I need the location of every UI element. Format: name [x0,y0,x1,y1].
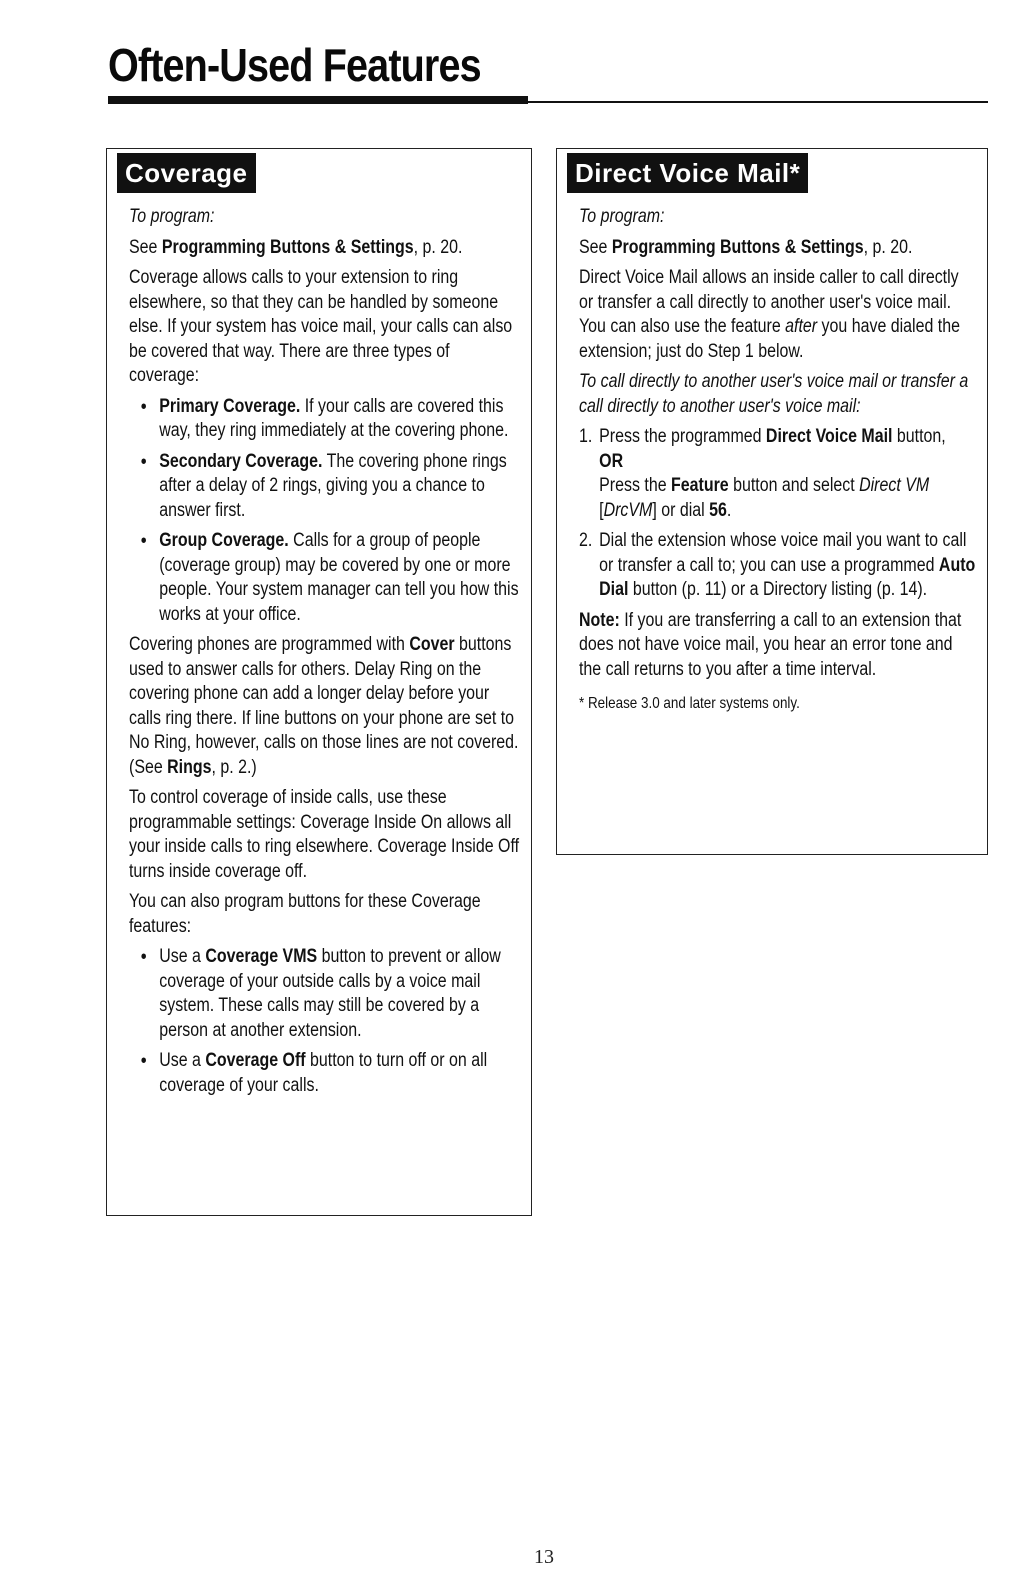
coverage-see-reference: See Programming Buttons & Settings, p. 20. [129,236,463,258]
page-number: 13 [534,1546,554,1568]
list-item: • Group Coverage. Calls for a group of people (coverage group) may be covered by one or more people. Your system manager can tell you how this works at your office. [159,529,521,627]
page-title: Often-Used Features [108,39,481,91]
dvm-to-program: To program: [579,206,665,227]
coverage-intro: Coverage allows calls to your extension to ring elsewhere, so that they can be handled by someone else. If your system has voice mail, your calls can also be covered that way. There are three types of coverage: [129,267,513,386]
coverage-buttons-list [129,945,521,1098]
list-item: • Primary Coverage. If your calls are covered this way, they ring immediately at the covering phone. [159,395,521,444]
step-number: 1. [579,426,593,447]
dvm-instruction: To call directly to another user's voice mail or transfer a call directly to another user's voice mail: [579,371,969,417]
direct-voice-mail-section [556,148,988,855]
dvm-intro: Direct Voice Mail allows an inside caller to call directly or transfer a call directly to another user's voice mail. You can also use the feature after you have dialed the extension; just do Step 1 below. [579,267,960,362]
or-label: OR [599,450,624,472]
also-program-paragraph: You can also program buttons for these Coverage features: [129,891,481,937]
title-rule-thin [108,101,988,103]
coverage-to-program: To program: [129,206,215,227]
coverage-heading: Coverage [117,153,256,193]
direct-voice-mail-body [579,205,977,723]
list-item: • Secondary Coverage. The covering phone rings after a delay of 2 rings, giving you a chance to answer first. [159,450,521,524]
coverage-section [106,148,532,1216]
coverage-body [129,205,521,1104]
list-item: • Use a Coverage Off button to turn off or on all coverage of your calls. [159,1049,521,1098]
dvm-footnote: * Release 3.0 and later systems only. [579,695,800,712]
coverage-types-list [129,395,521,628]
list-item: 2. Dial the extension whose voice mail you want to call or transfer a call to; you can use a programmed Auto Dial button (p. 11) or a Directory listing (p. 14). [579,530,976,600]
dvm-see-reference: See Programming Buttons & Settings, p. 20. [579,236,913,258]
list-item: 1. Press the programmed Direct Voice Mail button, OR Press the Feature button and select Direct VM [DrcVM] or dial 56. [579,426,946,521]
covering-phones-paragraph: Covering phones are programmed with Cover buttons used to answer calls for others. Delay Ring on the covering phone can add a longer delay before your calls ring there. If line buttons on your phone are set to No Ring, however, calls on those lines are not covered. (See Rings, p. 2.) [129,634,519,778]
inside-calls-paragraph: To control coverage of inside calls, use these programmable settings: Coverage Inside On allows all your inside calls to ring elsewhere. Coverage Inside Off turns inside coverage off. [129,787,520,882]
step-number: 2. [579,530,593,551]
dvm-steps-list [579,425,977,603]
dvm-note: Note: If you are transferring a call to an extension that does not have voice mail, you hear an error tone and the call returns to you after a time interval. [579,609,962,680]
direct-voice-mail-heading: Direct Voice Mail* [567,153,808,193]
list-item: • Use a Coverage VMS button to prevent or allow coverage of your outside calls by a voice mail system. These calls may still be covered by a person at another extension. [159,945,521,1043]
